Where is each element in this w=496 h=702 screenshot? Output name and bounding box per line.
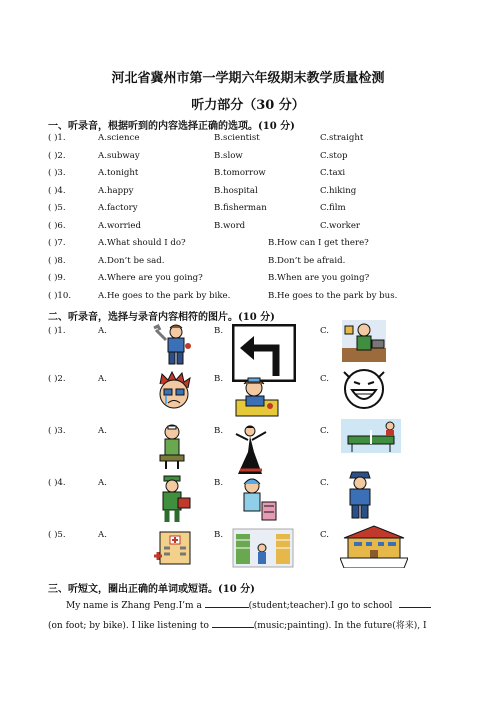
option-c: C.stop: [320, 150, 348, 161]
option-a: A.What should I do?: [98, 238, 186, 248]
option-b: B.When are you going?: [268, 273, 370, 283]
option-b: B.How can I get there?: [268, 238, 369, 248]
sad-boy-picture[interactable]: [152, 370, 196, 417]
option-b: B.fisherman: [214, 203, 267, 213]
policeman-picture[interactable]: [340, 470, 380, 523]
sick-man-picture[interactable]: [152, 422, 192, 473]
option-a: A.factory: [98, 203, 138, 213]
answer-bracket[interactable]: ( )8.: [48, 255, 66, 266]
option-c: C.hiking: [320, 185, 357, 196]
answer-blank[interactable]: [212, 618, 254, 628]
passage-text-2b: (music;painting). In the future(将来), I: [253, 621, 427, 631]
page-subtitle: 听力部分（30 分）: [191, 98, 305, 113]
option-label-a: A.: [98, 478, 107, 488]
option-label-a: A.: [98, 326, 107, 336]
question-row: [48, 256, 448, 270]
passage-line-2: [48, 616, 448, 636]
option-b: B.He goes to the park by bus.: [268, 290, 398, 301]
option-label-c: C.: [320, 426, 330, 436]
option-label-a: A.: [98, 374, 107, 384]
option-c: C.film: [320, 203, 346, 213]
question-row: [48, 203, 448, 217]
sick-girl-picture[interactable]: [232, 372, 282, 423]
option-a: A.Where are you going?: [98, 273, 203, 283]
option-label-b: B.: [214, 478, 224, 488]
option-b: B.scientist: [214, 133, 260, 143]
option-label-b: B.: [214, 426, 224, 436]
option-c: C.taxi: [320, 168, 346, 178]
passage-text-1b: (student;teacher).I go to school: [248, 601, 396, 611]
option-a: A.science: [98, 133, 140, 143]
question-row: [48, 291, 448, 305]
option-b: B.word: [214, 220, 246, 231]
option-label-b: B.: [214, 374, 224, 384]
option-label-c: C.: [320, 374, 330, 384]
answer-bracket[interactable]: ( )1.: [48, 326, 66, 336]
option-a: A.Don’t be sad.: [98, 255, 165, 266]
question-row: [48, 186, 448, 200]
option-a: A.worried: [98, 220, 142, 231]
question-row: [48, 151, 448, 165]
option-label-a: A.: [98, 530, 107, 540]
answer-bracket[interactable]: ( )6.: [48, 220, 66, 231]
option-label-c: C.: [320, 530, 330, 540]
answer-blank[interactable]: [205, 598, 249, 608]
option-b: B.tomorrow: [214, 168, 266, 178]
option-a: A.tonight: [98, 168, 139, 178]
option-label-b: B.: [214, 530, 224, 540]
laughing-face-picture[interactable]: [340, 366, 388, 415]
mechanic-picture[interactable]: [152, 322, 196, 369]
option-b: B.Don’t be afraid.: [268, 255, 346, 266]
answer-bracket[interactable]: ( )3.: [48, 168, 66, 178]
answer-bracket[interactable]: ( )5.: [48, 203, 66, 213]
passage-text-2a: (on foot; by bike). I like listening to: [48, 621, 212, 631]
supermarket-picture[interactable]: [232, 528, 294, 571]
question-row: [48, 168, 448, 182]
page-title: 河北省冀州市第一学期六年级期末教学质量检测: [111, 71, 385, 86]
answer-bracket[interactable]: ( )2.: [48, 374, 66, 384]
hospital-picture[interactable]: [152, 526, 198, 571]
postman-picture[interactable]: [152, 474, 194, 527]
option-label-c: C.: [320, 326, 330, 336]
passage-line-1: [48, 596, 448, 616]
option-label-b: B.: [214, 326, 224, 336]
option-c: C.worker: [320, 220, 361, 231]
option-a: A.He goes to the park by bike.: [98, 290, 231, 301]
question-row: [48, 221, 448, 235]
cooking-picture[interactable]: [340, 318, 388, 367]
question-row: [48, 273, 448, 287]
answer-bracket[interactable]: ( )2.: [48, 150, 66, 161]
option-a: A.happy: [98, 185, 134, 196]
passage-text-1a: My name is Zhang Peng.I’m a: [66, 601, 205, 611]
section-3-heading: 三、听短文，圈出正确的单词或短语。(10 分): [48, 584, 255, 595]
answer-bracket[interactable]: ( )10.: [48, 290, 72, 301]
option-b: B.hospital: [214, 185, 258, 196]
school-picture[interactable]: [340, 522, 408, 571]
answer-bracket[interactable]: ( )4.: [48, 478, 66, 488]
answer-bracket[interactable]: ( )4.: [48, 185, 66, 196]
option-label-a: A.: [98, 426, 107, 436]
answer-bracket[interactable]: ( )1.: [48, 133, 66, 143]
section-1-heading: 一、听录音，根据听到的内容选择正确的选项。(10 分): [48, 121, 295, 132]
answer-bracket[interactable]: ( )5.: [48, 530, 66, 540]
question-row: [48, 133, 448, 147]
section-2-heading: 二、听录音，选择与录音内容相符的图片。(10 分): [48, 312, 275, 323]
cleaner-picture[interactable]: [232, 476, 280, 529]
question-row: [48, 238, 448, 252]
answer-bracket[interactable]: ( )9.: [48, 273, 66, 283]
table-tennis-picture[interactable]: [340, 418, 402, 457]
option-c: C.straight: [320, 133, 364, 143]
option-a: A.subway: [98, 150, 140, 161]
answer-bracket[interactable]: ( )7.: [48, 238, 66, 248]
option-b: B.slow: [214, 150, 243, 161]
dancer-picture[interactable]: [232, 424, 272, 479]
answer-blank[interactable]: [399, 598, 431, 608]
answer-bracket[interactable]: ( )3.: [48, 426, 66, 436]
option-label-c: C.: [320, 478, 330, 488]
